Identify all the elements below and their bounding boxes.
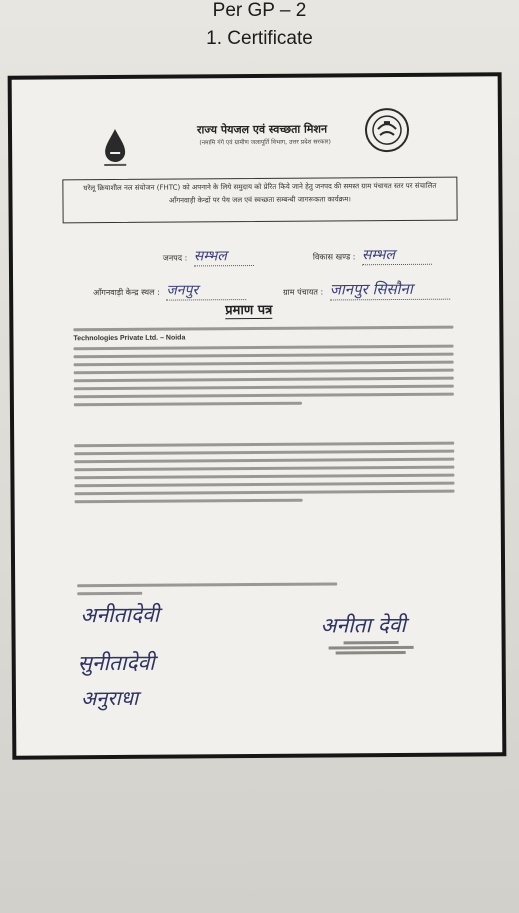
certificate-frame bbox=[8, 72, 507, 759]
text-line bbox=[74, 466, 454, 472]
center-label: आँगनवाड़ी केन्द्र स्थल : bbox=[93, 287, 160, 298]
text-line bbox=[74, 377, 454, 383]
text-line bbox=[74, 385, 454, 391]
text-line bbox=[74, 393, 454, 399]
gp-value: जानपुर सिसौना bbox=[330, 279, 450, 301]
certificate-paragraph-1 bbox=[73, 321, 454, 411]
district-label: जनपद : bbox=[162, 253, 188, 263]
block-label: विकास खण्ड : bbox=[312, 252, 356, 262]
text-line bbox=[74, 474, 454, 480]
caption-line bbox=[336, 651, 406, 654]
district-field bbox=[163, 246, 254, 267]
header-line-1: Per GP – 2 bbox=[212, 0, 307, 21]
closing-note bbox=[77, 577, 337, 599]
center-value: जनपुर bbox=[166, 280, 246, 301]
signature-2: सुनीतादेवी bbox=[77, 650, 155, 676]
signature-1: अनीतादेवी bbox=[80, 602, 160, 628]
gp-label: ग्राम पंचायत : bbox=[283, 287, 324, 297]
topic-box: घरेलू क्रियाशील नल संयोजन (FHTC) को अपनाने के लिये समुदाय को प्रेरित किये जाने हेतु जनपद की समस्त ग्राम पंचायत स्तर पर संचालित आँगनवाड़ी केन्द्रों पर पेय जल एवं स्वच्छता सम्बन्धी जागरूकता कार्यक्रम। bbox=[62, 177, 457, 224]
company-line: Technologies Private Ltd. – Noida bbox=[73, 334, 186, 343]
text-line bbox=[74, 402, 302, 407]
text-line bbox=[74, 482, 454, 488]
certificate-paragraph-2 bbox=[74, 437, 454, 508]
water-drop-logo-icon bbox=[100, 127, 130, 169]
mission-subtitle: (नमामि गंगे एवं ग्रामीण जलापूर्ति विभाग, उत्तर प्रदेश सरकार) bbox=[199, 138, 331, 147]
state-emblem-icon bbox=[364, 107, 410, 153]
block-value: सम्भल bbox=[362, 245, 432, 265]
block-field bbox=[313, 245, 432, 266]
signature-4: अनीता देवी bbox=[320, 612, 407, 638]
text-line bbox=[74, 361, 454, 367]
header-line-2: 1. Certificate bbox=[206, 28, 313, 49]
text-line bbox=[77, 592, 142, 595]
gp-field bbox=[283, 279, 450, 301]
signature-caption bbox=[321, 639, 421, 657]
signature-3: अनुराधा bbox=[80, 685, 139, 711]
text-line bbox=[74, 345, 454, 351]
center-field bbox=[93, 280, 246, 301]
text-line bbox=[74, 458, 454, 464]
text-line bbox=[75, 490, 455, 496]
caption-line bbox=[328, 646, 413, 650]
certificate-title: प्रमाण पत्र bbox=[225, 300, 272, 319]
mission-title: राज्य पेयजल एवं स्वच्छता मिशन bbox=[196, 122, 328, 137]
caption-line bbox=[343, 641, 398, 644]
text-line bbox=[74, 353, 454, 359]
text-line bbox=[74, 450, 454, 456]
text-line bbox=[73, 326, 453, 332]
district-value: सम्भल bbox=[194, 246, 254, 266]
text-line bbox=[75, 499, 303, 504]
text-line bbox=[77, 582, 337, 587]
text-line bbox=[74, 442, 454, 448]
text-line bbox=[74, 369, 454, 375]
